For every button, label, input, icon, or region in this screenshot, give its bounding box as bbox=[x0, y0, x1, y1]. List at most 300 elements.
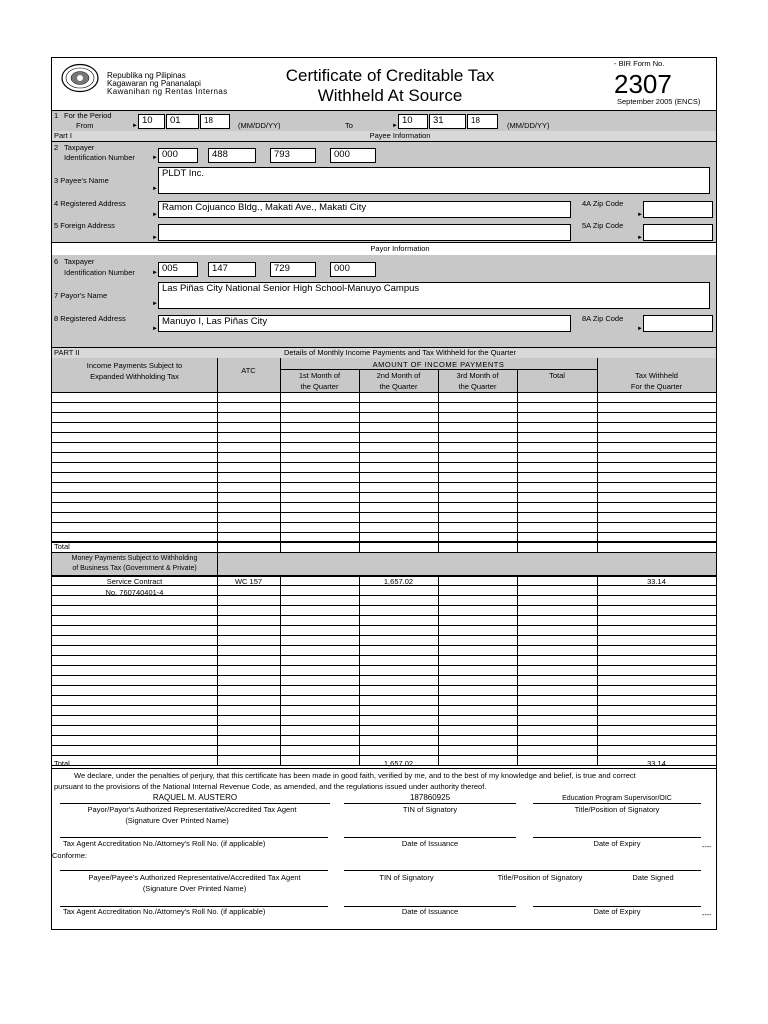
table-cell[interactable] bbox=[439, 686, 517, 695]
date-issuance-label: Date of Issuance bbox=[401, 839, 459, 848]
table-cell[interactable] bbox=[218, 666, 280, 675]
table-cell[interactable] bbox=[518, 433, 597, 442]
gov-line-2: Kagawaran ng Pananalapi bbox=[107, 79, 201, 88]
table-cell[interactable] bbox=[518, 413, 597, 422]
payee-tin-label-2: Identification Number bbox=[64, 153, 135, 162]
table-cell[interactable] bbox=[360, 726, 438, 735]
table-cell[interactable] bbox=[218, 596, 280, 605]
table-cell[interactable] bbox=[281, 463, 359, 472]
table-cell[interactable] bbox=[360, 503, 438, 512]
table-cell[interactable] bbox=[53, 666, 217, 675]
table-cell[interactable] bbox=[281, 686, 359, 695]
table-cell[interactable] bbox=[53, 423, 217, 432]
table-cell[interactable] bbox=[439, 473, 517, 482]
table-cell[interactable] bbox=[439, 696, 517, 705]
title-signatory-label-2: Title/Position of Signatory bbox=[497, 873, 583, 882]
table-cell[interactable] bbox=[218, 676, 280, 685]
table-cell[interactable] bbox=[218, 433, 280, 442]
table-cell[interactable] bbox=[598, 606, 716, 615]
table-cell[interactable] bbox=[53, 616, 217, 625]
table-cell[interactable] bbox=[518, 596, 597, 605]
table-cell[interactable] bbox=[598, 513, 716, 522]
table-cell[interactable] bbox=[53, 726, 217, 735]
table-cell[interactable] bbox=[360, 636, 438, 645]
payor-name-field[interactable]: Las Piñas City National Senior High School-Manuyo Campus bbox=[158, 282, 710, 309]
table-cell[interactable] bbox=[360, 626, 438, 635]
payee-address-field[interactable]: Ramon Cojuanco Bldg., Makati Ave., Makati City bbox=[158, 201, 571, 218]
table-cell[interactable] bbox=[518, 483, 597, 492]
period-to-yy[interactable]: 18 bbox=[467, 114, 498, 129]
table-cell[interactable] bbox=[360, 453, 438, 462]
table-cell[interactable] bbox=[53, 493, 217, 502]
date-expiry-label: Date of Expiry bbox=[593, 839, 641, 848]
table-cell[interactable] bbox=[218, 696, 280, 705]
table-cell[interactable] bbox=[598, 616, 716, 625]
table-cell[interactable] bbox=[598, 706, 716, 715]
payor-tin-2[interactable]: 147 bbox=[208, 262, 256, 277]
table-cell[interactable] bbox=[439, 666, 517, 675]
payor-title: Payor Information bbox=[370, 244, 430, 253]
table-cell[interactable] bbox=[281, 746, 359, 755]
table-cell[interactable] bbox=[439, 606, 517, 615]
table-cell[interactable] bbox=[360, 586, 438, 595]
table-cell[interactable] bbox=[439, 636, 517, 645]
table-cell[interactable] bbox=[598, 596, 716, 605]
table-cell[interactable] bbox=[281, 736, 359, 745]
table-cell[interactable] bbox=[518, 746, 597, 755]
table-cell[interactable] bbox=[360, 676, 438, 685]
table-cell[interactable] bbox=[281, 393, 359, 402]
table-cell[interactable] bbox=[53, 626, 217, 635]
table-cell[interactable] bbox=[281, 433, 359, 442]
table-cell[interactable] bbox=[218, 393, 280, 402]
table-cell[interactable] bbox=[518, 626, 597, 635]
table-cell[interactable] bbox=[53, 443, 217, 452]
table-cell[interactable] bbox=[53, 393, 217, 402]
table-cell[interactable] bbox=[439, 443, 517, 452]
signatory-name: RAQUEL M. AUSTERO bbox=[152, 793, 238, 802]
table-cell[interactable] bbox=[53, 473, 217, 482]
payor-tin-label-1: Taxpayer bbox=[64, 257, 95, 266]
table-cell[interactable] bbox=[53, 523, 217, 532]
table-cell[interactable] bbox=[218, 646, 280, 655]
table-cell[interactable] bbox=[53, 686, 217, 695]
date-expiry-label-2: Date of Expiry bbox=[593, 907, 641, 916]
col-tax-2: For the Quarter bbox=[630, 382, 683, 391]
form-number: 2307 bbox=[614, 69, 672, 99]
table-cell[interactable] bbox=[518, 423, 597, 432]
table-cell[interactable] bbox=[598, 403, 716, 412]
payee-rep-label: Payee/Payee's Authorized Representative/Accredited Tax Agent bbox=[88, 873, 301, 882]
table-cell[interactable] bbox=[360, 493, 438, 502]
table-cell[interactable] bbox=[439, 706, 517, 715]
table-cell[interactable] bbox=[518, 686, 597, 695]
payor-zip-field[interactable] bbox=[643, 315, 713, 332]
part1-label: Part I bbox=[54, 131, 72, 140]
payee-name-label: 3 Payee's Name bbox=[54, 176, 109, 185]
table-cell[interactable] bbox=[218, 736, 280, 745]
table-cell[interactable] bbox=[53, 503, 217, 512]
table-cell[interactable] bbox=[218, 413, 280, 422]
table-cell[interactable] bbox=[53, 696, 217, 705]
table-cell[interactable] bbox=[598, 523, 716, 532]
table-cell[interactable] bbox=[53, 676, 217, 685]
table-cell[interactable] bbox=[360, 513, 438, 522]
table-cell[interactable] bbox=[439, 646, 517, 655]
payee-tin-4[interactable]: 000 bbox=[330, 148, 376, 163]
table-cell[interactable] bbox=[281, 523, 359, 532]
entry-description-2: No. 760740401-4 bbox=[105, 588, 164, 597]
table-cell[interactable] bbox=[218, 586, 280, 595]
table-cell[interactable] bbox=[518, 606, 597, 615]
signature-line bbox=[533, 837, 701, 838]
table-cell[interactable] bbox=[360, 736, 438, 745]
table-cell[interactable] bbox=[218, 523, 280, 532]
table-cell[interactable] bbox=[439, 756, 517, 765]
table-cell[interactable] bbox=[53, 433, 217, 442]
table-cell[interactable] bbox=[518, 473, 597, 482]
table-cell[interactable] bbox=[439, 616, 517, 625]
arrow-icon: ► bbox=[152, 326, 158, 332]
table-cell[interactable] bbox=[439, 433, 517, 442]
table-cell[interactable] bbox=[218, 463, 280, 472]
arrow-icon: ► bbox=[152, 301, 158, 307]
payee-tin-label-1: Taxpayer bbox=[64, 143, 95, 152]
table-cell[interactable] bbox=[518, 393, 597, 402]
table-cell[interactable] bbox=[53, 403, 217, 412]
table-cell[interactable] bbox=[598, 686, 716, 695]
table-cell[interactable] bbox=[281, 453, 359, 462]
bt-total-tax: 33.14 bbox=[647, 759, 666, 768]
payee-tin-number: 2 bbox=[54, 143, 59, 152]
table-cell[interactable] bbox=[518, 576, 597, 585]
col-m3-1: 3rd Month of bbox=[456, 371, 499, 380]
signature-line bbox=[533, 803, 701, 804]
table-cell[interactable] bbox=[218, 726, 280, 735]
table-cell[interactable] bbox=[439, 676, 517, 685]
table-cell[interactable] bbox=[518, 443, 597, 452]
table-cell[interactable] bbox=[281, 413, 359, 422]
table-cell[interactable] bbox=[281, 576, 359, 585]
table-cell[interactable] bbox=[598, 716, 716, 725]
table-cell[interactable] bbox=[360, 686, 438, 695]
ewt-total-label: Total bbox=[54, 542, 70, 551]
entry-description-1: Service Contract bbox=[106, 577, 163, 586]
table-cell[interactable] bbox=[439, 736, 517, 745]
payor-name-label: 7 Payor's Name bbox=[54, 291, 108, 300]
table-cell[interactable] bbox=[281, 666, 359, 675]
table-cell[interactable] bbox=[439, 513, 517, 522]
period-to-mm[interactable]: 10 bbox=[398, 114, 428, 129]
arrow-icon: ► bbox=[152, 270, 158, 276]
table-cell[interactable] bbox=[53, 513, 217, 522]
table-cell[interactable] bbox=[598, 696, 716, 705]
tin-signatory-label: TIN of Signatory bbox=[402, 805, 458, 814]
bt-total-label: Total bbox=[54, 759, 70, 768]
table-cell[interactable] bbox=[281, 473, 359, 482]
payee-tin-1[interactable]: 000 bbox=[158, 148, 198, 163]
table-cell[interactable] bbox=[281, 756, 359, 765]
table-cell[interactable] bbox=[598, 626, 716, 635]
table-cell[interactable] bbox=[218, 706, 280, 715]
table-cell[interactable] bbox=[360, 473, 438, 482]
table-cell[interactable] bbox=[218, 716, 280, 725]
table-cell[interactable] bbox=[518, 503, 597, 512]
table-cell[interactable] bbox=[518, 756, 597, 765]
signature-line bbox=[344, 803, 516, 804]
table-cell[interactable] bbox=[598, 666, 716, 675]
table-cell[interactable] bbox=[518, 453, 597, 462]
table-cell[interactable] bbox=[218, 626, 280, 635]
bt-total-month2: 1,657.02 bbox=[383, 759, 414, 768]
table-cell[interactable] bbox=[518, 656, 597, 665]
payor-address-label: 8 Registered Address bbox=[54, 314, 126, 323]
table-cell[interactable] bbox=[518, 403, 597, 412]
table-cell[interactable] bbox=[218, 503, 280, 512]
table-cell[interactable] bbox=[218, 493, 280, 502]
table-cell[interactable] bbox=[598, 746, 716, 755]
table-cell[interactable] bbox=[218, 453, 280, 462]
table-cell[interactable] bbox=[598, 393, 716, 402]
table-cell[interactable] bbox=[439, 523, 517, 532]
table-cell[interactable] bbox=[218, 616, 280, 625]
table-cell[interactable] bbox=[53, 656, 217, 665]
table-cell[interactable] bbox=[281, 626, 359, 635]
table-cell[interactable] bbox=[360, 606, 438, 615]
table-cell[interactable] bbox=[360, 746, 438, 755]
table-cell[interactable] bbox=[53, 463, 217, 472]
table-cell[interactable] bbox=[360, 523, 438, 532]
table-cell[interactable] bbox=[518, 706, 597, 715]
table-cell[interactable] bbox=[598, 676, 716, 685]
table-cell[interactable] bbox=[360, 463, 438, 472]
date-signed-label: Date Signed bbox=[632, 873, 674, 882]
table-cell[interactable] bbox=[218, 513, 280, 522]
table-cell[interactable] bbox=[518, 586, 597, 595]
table-cell[interactable] bbox=[281, 716, 359, 725]
table-cell[interactable] bbox=[518, 523, 597, 532]
form-version: September 2005 (ENCS) bbox=[617, 97, 701, 106]
table-cell[interactable] bbox=[360, 616, 438, 625]
table-cell[interactable] bbox=[360, 393, 438, 402]
period-to-dd[interactable]: 31 bbox=[429, 114, 466, 129]
payor-tin-1[interactable]: 005 bbox=[158, 262, 198, 277]
entry-tax: 33.14 bbox=[647, 577, 666, 586]
payor-tin-4[interactable]: 000 bbox=[330, 262, 376, 277]
table-cell[interactable] bbox=[218, 483, 280, 492]
table-cell[interactable] bbox=[598, 586, 716, 595]
table-cell[interactable] bbox=[439, 626, 517, 635]
table-cell[interactable] bbox=[518, 646, 597, 655]
payee-name-field[interactable]: PLDT Inc. bbox=[158, 167, 710, 194]
table-cell[interactable] bbox=[598, 503, 716, 512]
table-cell[interactable] bbox=[439, 746, 517, 755]
table-cell[interactable] bbox=[439, 463, 517, 472]
table-cell[interactable] bbox=[518, 513, 597, 522]
signature-line bbox=[60, 837, 328, 838]
table-cell[interactable] bbox=[439, 576, 517, 585]
gov-line-1: Republika ng Pilipinas bbox=[107, 71, 186, 80]
table-cell[interactable] bbox=[281, 726, 359, 735]
table-cell[interactable] bbox=[53, 413, 217, 422]
foreign-zip-field[interactable] bbox=[643, 224, 713, 241]
grid-line bbox=[280, 358, 281, 392]
table-cell[interactable] bbox=[439, 413, 517, 422]
table-cell[interactable] bbox=[518, 666, 597, 675]
table-cell[interactable] bbox=[598, 493, 716, 502]
table-cell[interactable] bbox=[281, 513, 359, 522]
table-cell[interactable] bbox=[518, 716, 597, 725]
signature-line bbox=[344, 870, 701, 871]
payor-address-field[interactable]: Manuyo I, Las Piñas City bbox=[158, 315, 571, 332]
table-cell[interactable] bbox=[360, 433, 438, 442]
table-cell[interactable] bbox=[360, 696, 438, 705]
table-cell[interactable] bbox=[518, 676, 597, 685]
table-cell[interactable] bbox=[439, 596, 517, 605]
table-cell[interactable] bbox=[281, 483, 359, 492]
signature-line bbox=[344, 837, 516, 838]
table-cell[interactable] bbox=[53, 756, 217, 765]
table-cell[interactable] bbox=[281, 596, 359, 605]
table-cell[interactable] bbox=[281, 656, 359, 665]
table-cell[interactable] bbox=[598, 453, 716, 462]
table-cell[interactable] bbox=[439, 393, 517, 402]
grid-line bbox=[359, 369, 360, 392]
table-cell[interactable] bbox=[598, 656, 716, 665]
table-cell[interactable] bbox=[360, 596, 438, 605]
period-from-mm[interactable]: 10 bbox=[138, 114, 165, 129]
table-cell[interactable] bbox=[281, 606, 359, 615]
table-cell[interactable] bbox=[218, 403, 280, 412]
table-cell[interactable] bbox=[439, 656, 517, 665]
table-cell[interactable] bbox=[281, 676, 359, 685]
col-tax-1: Tax Withheld bbox=[635, 371, 678, 380]
payee-tin-2[interactable]: 488 bbox=[208, 148, 256, 163]
table-cell[interactable] bbox=[439, 503, 517, 512]
table-cell[interactable] bbox=[360, 646, 438, 655]
table-cell[interactable] bbox=[518, 493, 597, 502]
table-cell[interactable] bbox=[598, 636, 716, 645]
table-cell[interactable] bbox=[598, 423, 716, 432]
table-cell[interactable] bbox=[598, 463, 716, 472]
period-label: For the Period bbox=[64, 111, 112, 120]
table-cell[interactable] bbox=[53, 606, 217, 615]
table-cell[interactable] bbox=[281, 586, 359, 595]
table-cell[interactable] bbox=[360, 423, 438, 432]
table-cell[interactable] bbox=[218, 656, 280, 665]
table-cell[interactable] bbox=[598, 646, 716, 655]
table-cell[interactable] bbox=[53, 716, 217, 725]
payor-zip-label: 8A Zip Code bbox=[582, 314, 624, 323]
table-cell[interactable] bbox=[518, 636, 597, 645]
conforme-label: Conforme: bbox=[52, 851, 88, 860]
table-cell[interactable] bbox=[218, 443, 280, 452]
table-cell[interactable] bbox=[218, 606, 280, 615]
table-cell[interactable] bbox=[281, 706, 359, 715]
table-cell[interactable] bbox=[53, 596, 217, 605]
money-line-2: of Business Tax (Government & Private) bbox=[72, 565, 197, 572]
table-cell[interactable] bbox=[439, 493, 517, 502]
table-cell[interactable] bbox=[439, 423, 517, 432]
table-cell[interactable] bbox=[518, 616, 597, 625]
table-cell[interactable] bbox=[360, 706, 438, 715]
table-cell[interactable] bbox=[218, 423, 280, 432]
table-cell[interactable] bbox=[360, 443, 438, 452]
table-cell[interactable] bbox=[439, 726, 517, 735]
table-cell[interactable] bbox=[281, 403, 359, 412]
table-cell[interactable] bbox=[360, 656, 438, 665]
table-cell[interactable] bbox=[53, 746, 217, 755]
table-cell[interactable] bbox=[53, 646, 217, 655]
declaration-line-2: pursuant to the provisions of the National Internal Revenue Code, as amended, and the regulations issued under authority thereof. bbox=[54, 782, 487, 791]
table-cell[interactable] bbox=[439, 483, 517, 492]
table-cell[interactable] bbox=[518, 726, 597, 735]
payee-tin-3[interactable]: 793 bbox=[270, 148, 316, 163]
col-income-2: Expanded Withholding Tax bbox=[90, 372, 179, 381]
table-cell[interactable] bbox=[598, 726, 716, 735]
period-from-yy[interactable]: 18 bbox=[200, 114, 230, 129]
table-cell[interactable] bbox=[360, 413, 438, 422]
table-cell[interactable] bbox=[439, 716, 517, 725]
table-cell[interactable] bbox=[281, 646, 359, 655]
arrow-icon: ► bbox=[637, 326, 643, 332]
table-cell[interactable] bbox=[518, 696, 597, 705]
table-cell[interactable] bbox=[53, 453, 217, 462]
entry-atc: WC 157 bbox=[234, 577, 263, 586]
table-cell[interactable] bbox=[53, 636, 217, 645]
table-cell[interactable] bbox=[518, 736, 597, 745]
table-cell[interactable] bbox=[218, 473, 280, 482]
table-cell[interactable] bbox=[598, 413, 716, 422]
col-income-1: Income Payments Subject to bbox=[86, 361, 183, 370]
table-cell[interactable] bbox=[598, 433, 716, 442]
foreign-address-field[interactable] bbox=[158, 224, 571, 241]
table-cell[interactable] bbox=[281, 493, 359, 502]
period-from-dd[interactable]: 01 bbox=[166, 114, 199, 129]
table-cell[interactable] bbox=[218, 756, 280, 765]
table-cell[interactable] bbox=[281, 696, 359, 705]
table-cell[interactable] bbox=[598, 736, 716, 745]
table-cell[interactable] bbox=[598, 473, 716, 482]
table-cell[interactable] bbox=[598, 443, 716, 452]
table-cell[interactable] bbox=[53, 736, 217, 745]
table-cell[interactable] bbox=[439, 586, 517, 595]
table-cell[interactable] bbox=[281, 636, 359, 645]
table-cell[interactable] bbox=[218, 746, 280, 755]
table-cell[interactable] bbox=[598, 483, 716, 492]
table-cell[interactable] bbox=[218, 686, 280, 695]
table-cell[interactable] bbox=[360, 483, 438, 492]
payor-tin-3[interactable]: 729 bbox=[270, 262, 316, 277]
form-label: - BIR Form No. bbox=[614, 59, 665, 68]
table-cell[interactable] bbox=[439, 403, 517, 412]
table-cell[interactable] bbox=[281, 423, 359, 432]
table-cell[interactable] bbox=[360, 403, 438, 412]
table-cell[interactable] bbox=[281, 616, 359, 625]
arrow-icon: ► bbox=[637, 235, 643, 241]
signature-line bbox=[60, 870, 328, 871]
table-cell[interactable] bbox=[281, 443, 359, 452]
table-cell[interactable] bbox=[360, 666, 438, 675]
table-cell[interactable] bbox=[53, 706, 217, 715]
payee-zip-field[interactable] bbox=[643, 201, 713, 218]
table-cell[interactable] bbox=[53, 483, 217, 492]
table-cell[interactable] bbox=[360, 716, 438, 725]
table-cell[interactable] bbox=[439, 453, 517, 462]
table-cell[interactable] bbox=[518, 463, 597, 472]
table-cell[interactable] bbox=[218, 636, 280, 645]
table-cell[interactable] bbox=[281, 503, 359, 512]
